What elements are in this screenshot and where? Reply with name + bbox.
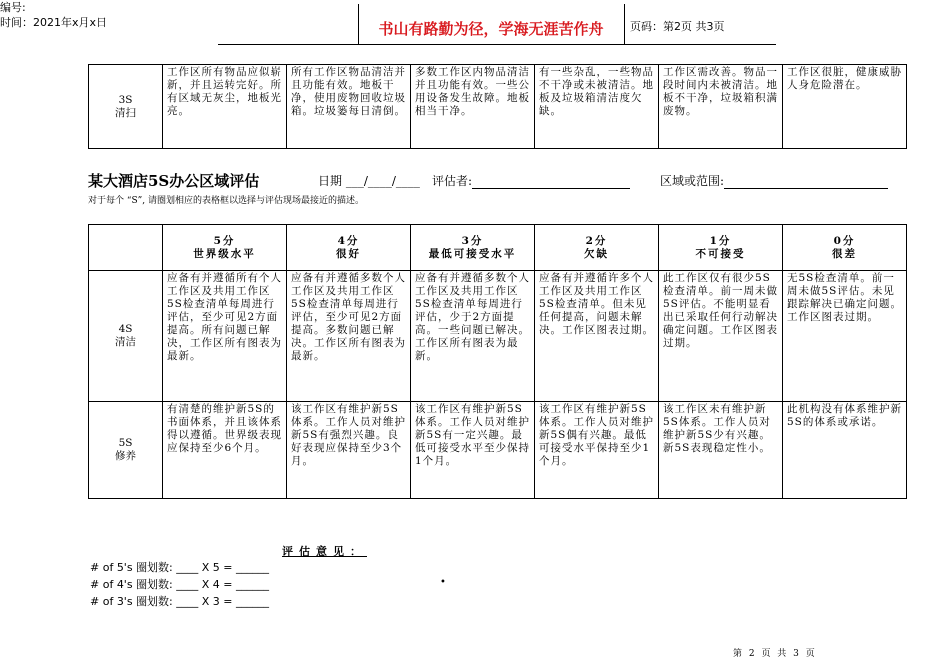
cell-4s-3[interactable]: 应备有并遵循多数个人工作区及共用工作区5S检查清单每周进行评估，少于2方面提高。一些问题已解决。工作区所有图表为最新。	[411, 271, 535, 402]
motto: 书山有路勤为径，学海无涯苦作舟	[378, 20, 604, 38]
table-row-4s	[89, 271, 907, 402]
cell-3s-3[interactable]: 多数工作区内物品清洁并且功能有效。一些公用设备发生故障。地板相当干净。	[411, 65, 535, 149]
cell-3s-4[interactable]: 所有工作区物品清洁并且功能有效。地板干净，使用废物回收垃圾箱。垃圾篓每日清倒。	[287, 65, 411, 149]
opinion-heading-text: 评估意见	[282, 545, 350, 558]
row-label-code: 4S	[118, 323, 133, 335]
number-label: 编号:	[0, 1, 26, 14]
row-label-code: 3S	[118, 93, 133, 106]
count-4[interactable]: # of 4's 圈划数: ____ X 4 = ______	[90, 578, 270, 591]
cell-5s-4[interactable]: 该工作区有维护新5S体系。工作人员对维护新5S有强烈兴趣。良好表现应保持至少3个月。	[287, 402, 411, 499]
cell-3s-2[interactable]: 有一些杂乱，一些物品不干净或未被清洁。地板及垃圾箱清洁度欠缺。	[535, 65, 659, 149]
evaluator-line	[472, 176, 630, 189]
evaluator-label: 评估者:	[432, 174, 473, 188]
row-label-name: 修养	[115, 450, 136, 462]
header-divider-2	[624, 4, 625, 44]
header-desc: 世界级水平	[193, 247, 256, 260]
header-row	[89, 225, 907, 271]
row-label-name: 清洁	[115, 336, 136, 348]
evaluator-field[interactable]	[432, 172, 630, 189]
cell-3s-5[interactable]: 工作区所有物品应似崭新，并且运转完好。所有区域无灰尘，地板光亮。	[163, 65, 287, 149]
cell-5s-1[interactable]: 该工作区未有维护新5S体系。工作人员对维护新5S少有兴趣。新5S表现稳定性小。	[659, 402, 783, 499]
page-info: 页码：第2页 共3页	[630, 20, 725, 33]
header-divider-1	[358, 4, 359, 44]
header-desc: 不可接受	[695, 247, 746, 260]
date-blank: ___/____/____	[345, 174, 420, 188]
date-label: 日期	[318, 174, 343, 188]
header-1	[659, 225, 783, 271]
top-table	[88, 64, 907, 149]
time-label: 时间：2021年x月x日	[0, 16, 108, 29]
header-desc: 很差	[832, 247, 857, 260]
header-desc: 欠缺	[584, 247, 609, 260]
count-3[interactable]: # of 3's 圈划数: ____ X 3 = ______	[90, 595, 270, 608]
header-empty	[89, 225, 163, 271]
cell-4s-0[interactable]: 无5S检查清单。前一周未做5S评估。未见跟踪解决已确定问题。工作区图表过期。	[783, 271, 907, 402]
cell-3s-0[interactable]: 工作区很脏，健康威胁人身危险潜在。	[783, 65, 907, 149]
header-score: 0分	[833, 234, 856, 247]
table-row-5s	[89, 402, 907, 499]
opinion-heading	[282, 543, 367, 559]
evaluation-table	[88, 224, 907, 499]
page-footer: 第 2 页 共 3 页	[733, 649, 817, 659]
row-label-3s	[89, 65, 163, 149]
header-score: 2分	[585, 234, 608, 247]
area-line	[724, 176, 888, 189]
cell-3s-1[interactable]: 工作区需改善。物品一段时间内未被清洁。地板不干净，垃圾箱积满废物。	[659, 65, 783, 149]
page-title: 某大酒店5S办公区域评估	[88, 172, 260, 190]
instruction-note: 对于每个 “S”, 请圈划相应的表格框以选择与评估现场最接近的描述。	[88, 196, 364, 206]
header-score: 5分	[213, 234, 236, 247]
bullet-mark: •	[440, 577, 446, 588]
row-label-name: 清扫	[115, 106, 136, 119]
cell-5s-3[interactable]: 该工作区有维护新5S体系。工作人员对维护新5S有一定兴趣。最低可接受水平至少保持1个月。	[411, 402, 535, 499]
row-label-5s	[89, 402, 163, 499]
cell-5s-0[interactable]: 此机构没有体系维护新5S的体系或承诺。	[783, 402, 907, 499]
header-0	[783, 225, 907, 271]
date-field[interactable]	[318, 172, 420, 189]
cell-4s-1[interactable]: 此工作区仅有很少5S检查清单。前一周未做5S评估。不能明显看出已采取任何行动解决确定问题。工作区图表过期。	[659, 271, 783, 402]
header-5	[163, 225, 287, 271]
header-desc: 很好	[336, 247, 361, 260]
cell-5s-5[interactable]: 有清楚的维护新5S的书面体系，并且该体系得以遵循。世界级表现应保持至少6个月。	[163, 402, 287, 499]
cell-4s-4[interactable]: 应备有并遵循多数个人工作区及共用工作区5S检查清单每周进行评估，至少可见2方面提高。多数问题已解决。工作区所有图表为最新。	[287, 271, 411, 402]
opinion-colon: ：	[350, 545, 367, 558]
count-5[interactable]: # of 5's 圈划数: ____ X 5 = ______	[90, 561, 270, 574]
cell-5s-2[interactable]: 该工作区有维护新5S体系。工作人员对维护新5S偶有兴趣。最低可接受水平保持至少1个月。	[535, 402, 659, 499]
area-label: 区域或范围:	[660, 174, 725, 188]
header-score: 4分	[337, 234, 360, 247]
header-2	[535, 225, 659, 271]
header-desc: 最低可接受水平	[428, 247, 517, 260]
area-field[interactable]	[660, 172, 888, 189]
table-row-3s	[89, 65, 907, 149]
header-3	[411, 225, 535, 271]
header-4	[287, 225, 411, 271]
cell-4s-5[interactable]: 应备有并遵循所有个人工作区及共用工作区5S检查清单每周进行评估，至少可见2方面提高。所有问题已解决，工作区所有图表为最新。	[163, 271, 287, 402]
header-rule	[218, 44, 776, 45]
row-label-code: 5S	[118, 437, 133, 449]
cell-4s-2[interactable]: 应备有并遵循许多个人工作区及共用工作区5S检查清单。但未见任何提高，问题未解决。工作区图表过期。	[535, 271, 659, 402]
header-score: 1分	[709, 234, 732, 247]
header-score: 3分	[461, 234, 484, 247]
row-label-4s	[89, 271, 163, 402]
